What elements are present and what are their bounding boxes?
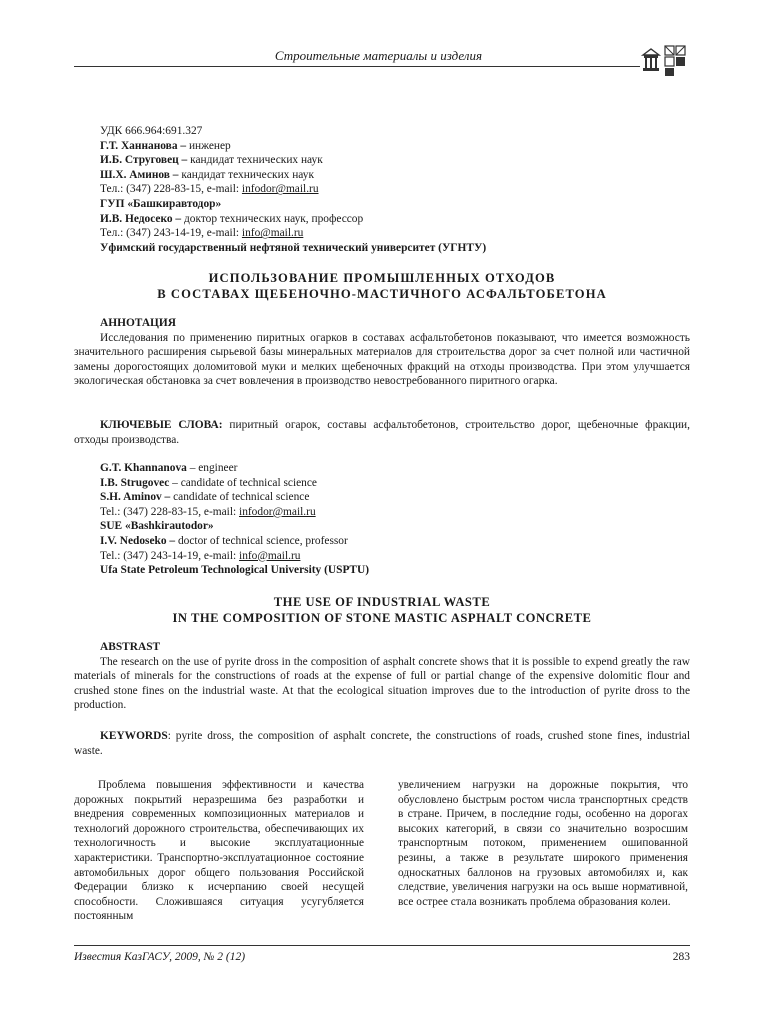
ru-author-2: И.Б. Струговец – кандидат технических наук <box>100 154 323 167</box>
ru-contact-2: Тел.: (347) 243-14-19, e-mail: info@mail.ru <box>100 227 304 240</box>
email-link[interactable]: infodor@mail.ru <box>241 183 319 196</box>
ru-keywords: КЛЮЧЕВЫЕ СЛОВА: пиритный огарок, составы асфальтобетонов, строительство дорог, щебеночные фракции, отходы производства. <box>74 419 690 446</box>
journal-citation: Известия КазГАСУ, 2009, № 2 (12) <box>74 951 246 963</box>
body-column-right: увеличением нагрузки на дорожные покрытия, что обусловлено быстрым ростом числа транспортных средств в стране. Причем, в последние годы, особенно на дорогах высоких категорий, в связи со значительно возросшим транспортным потоком, применением ошипованной резины, а также в результате широкого применения односкатных баллонов на грузовых автомобилях и, как следствие, увеличения нагрузки на ось выше нормативной, все острее стала возникать проблема образования колеи. <box>398 779 688 908</box>
ru-abstract-heading: АННОТАЦИЯ <box>100 317 177 329</box>
ru-author-4: И.В. Недосеко – доктор технических наук, профессор <box>100 212 364 225</box>
udk: УДК 666.964:691.327 <box>100 125 203 137</box>
en-author-3: S.H. Aminov – candidate of technical science <box>100 491 310 504</box>
en-title: THE USE OF INDUSTRIAL WASTE IN THE COMPOSITION OF STONE MASTIC ASPHALT CONCRETE <box>172 595 592 625</box>
en-author-2: I.B. Strugovec – candidate of technical science <box>100 476 317 489</box>
body-column-left: Проблема повышения эффективности и качества дорожных покрытий неразрешима без разработки и внедрения современных композиционных материалов и технологий дорожного строительства, обеспечивающих их технологичность и высокие эксплуатационные характеристики. Транспортно-эксплуатационное состояние автомобильных дорог общего пользования Российской Федерации близко к исчерпанию своей несущей способности. Сложившаяся ситуация усугубляется постоянным <box>74 779 364 923</box>
ru-abstract-text: Исследования по применению пиритных огарков в составах асфальтобетонов показывают, что имеется возможность значительного расширения сырьевой базы минеральных материалов для строительства дорог за счет полной или частичной замены дорогостоящих доломитовой муки и мелких щебеночных фракций на отходы производства. При этом улучшается экологическая обстановка за счет вовлечения в производство невостребованного пиритного огарка. <box>74 331 690 388</box>
footer-rule <box>74 945 690 946</box>
email-link[interactable]: infodor@mail.ru <box>239 505 316 518</box>
ru-abstract <box>74 316 690 389</box>
ru-organization-1: ГУП «Башкиравтодор» <box>100 197 222 210</box>
en-abstract-heading: ABSTRAST <box>100 641 161 653</box>
running-header: Строительные материалы и изделия <box>274 48 482 63</box>
email-link[interactable]: info@mail.ru <box>239 549 301 562</box>
page-number: 283 <box>672 951 690 963</box>
en-author-1: G.T. Khannanova – engineer <box>100 462 238 474</box>
ru-author-block <box>100 124 660 255</box>
en-contact-2: Tel.: (347) 243-14-19, e-mail: info@mail.ru <box>100 549 301 562</box>
en-organization-2: Ufa State Petroleum Technological University (USPTU) <box>100 564 370 577</box>
ru-organization-2: Уфимский государственный нефтяной технический университет (УГНТУ) <box>100 241 487 254</box>
en-keywords: KEYWORDS: pyrite dross, the composition of asphalt concrete, the constructions of roads, crushed stone fines, industrial waste. <box>74 730 690 757</box>
en-contact-1: Tel.: (347) 228-83-15, e-mail: infodor@mail.ru <box>100 505 316 518</box>
journal-logo-icon <box>641 44 689 78</box>
ru-title: ИСПОЛЬЗОВАНИЕ ПРОМЫШЛЕННЫХ ОТХОДОВ В СОСТАВАХ ЩЕБЕНОЧНО-МАСТИЧНОГО АСФАЛЬТОБЕТОНА <box>157 271 607 301</box>
ru-author-1: Г.Т. Ханнанова – инженер <box>100 139 231 152</box>
en-author-4: I.V. Nedoseko – doctor of technical science, professor <box>100 534 348 547</box>
email-link[interactable]: info@mail.ru <box>241 227 304 240</box>
en-abstract <box>74 640 690 713</box>
ru-contact-1: Тел.: (347) 228-83-15, e-mail: infodor@mail.ru <box>100 183 319 196</box>
header-rule <box>74 66 640 67</box>
ru-author-3: Ш.Х. Аминов – кандидат технических наук <box>100 168 315 181</box>
en-author-block <box>100 461 660 578</box>
en-abstract-text: The research on the use of pyrite dross in the composition of asphalt concrete shows that it is possible to expend greatly the raw materials of minerals for the constructions of roads at the expense of full or partial change of the expensive dolomitic flour and crushed stone fines on the industrial waste. At that the ecological situation improves due to the introduction of pyrite dross to the production. <box>74 655 690 712</box>
en-organization-1: SUE «Bashkirautodor» <box>100 520 214 533</box>
